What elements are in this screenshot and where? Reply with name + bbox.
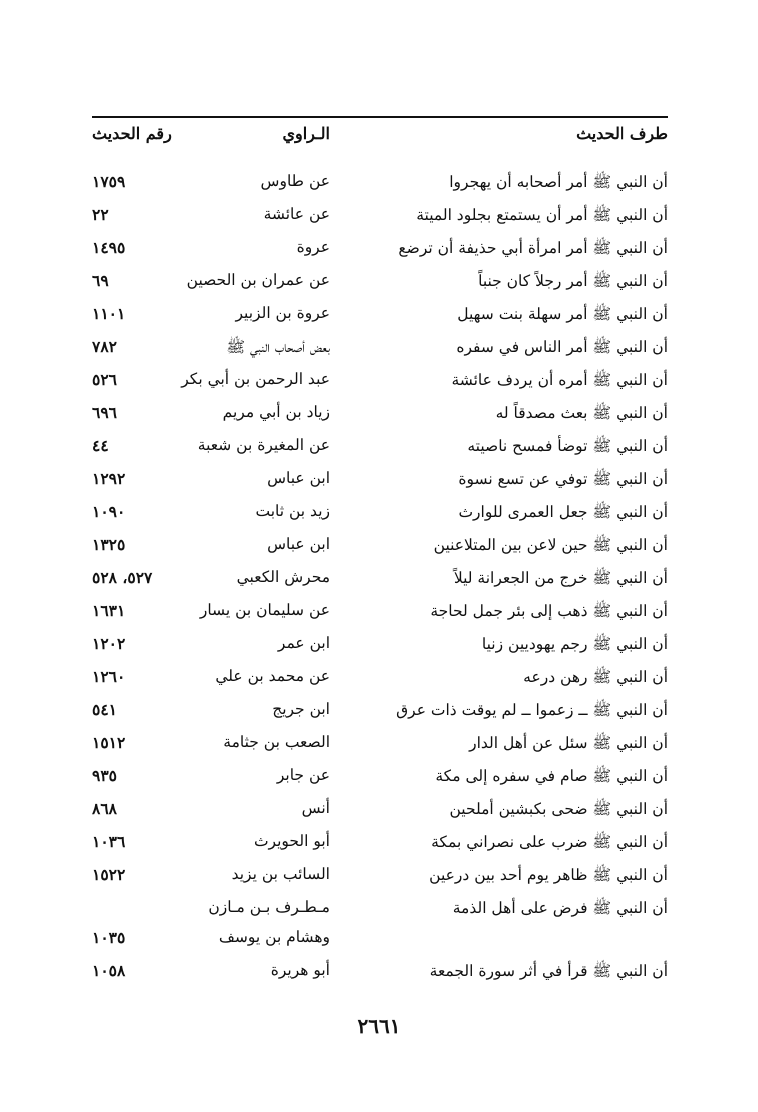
hadith-excerpt: أن النبي ﷺ ضحى بكبشين أملحين <box>449 800 668 818</box>
table-row <box>92 333 668 366</box>
table-row <box>92 531 668 564</box>
hadith-number: ٧٨٢ <box>92 337 117 356</box>
table-row <box>92 597 668 630</box>
narrator: أبو هريرة <box>270 961 330 979</box>
table-row <box>92 201 668 234</box>
hadith-excerpt: أن النبي ﷺ حين لاعن بين المتلاعنين <box>433 536 668 554</box>
hadith-number: ١١٠١ <box>92 304 126 323</box>
hadith-excerpt: أن النبي ﷺ سئل عن أهل الدار <box>469 734 668 752</box>
hadith-number: ١٣٢٥ <box>92 535 126 554</box>
hadith-number: ١٠٣٦ <box>92 832 126 851</box>
hadith-excerpt: أن النبي ﷺ صام في سفره إلى مكة <box>435 767 668 785</box>
hadith-number: ٦٩٦ <box>92 403 117 422</box>
hadith-excerpt: أن النبي ﷺ رهن درعه <box>523 668 668 686</box>
table-row <box>92 630 668 663</box>
hadith-number: ٤٤ <box>92 436 109 455</box>
table-row <box>92 957 668 990</box>
narrator: أنس <box>301 799 330 817</box>
table-row <box>92 696 668 729</box>
table-row <box>92 828 668 861</box>
hadith-number: ٨٦٨ <box>92 799 117 818</box>
narrator: زيد بن ثابت <box>255 502 330 520</box>
table-row <box>92 432 668 465</box>
narrator: عن محمد بن علي <box>215 667 330 685</box>
narrator: الصعب بن جثامة <box>223 733 330 751</box>
hadith-excerpt: أن النبي ﷺ ــ زعموا ــ لم يوقت ذات عرق <box>396 701 668 719</box>
header-top-rule <box>92 116 668 118</box>
header-hadith-excerpt: طرف الحديث <box>576 124 668 143</box>
hadith-excerpt: أن النبي ﷺ فرض على أهل الذمة <box>452 899 668 917</box>
table-row <box>92 795 668 828</box>
hadith-excerpt: أن النبي ﷺ أمر الناس في سفره <box>456 338 668 356</box>
hadith-number: ١٠٥٨ <box>92 961 126 980</box>
hadith-number: ١٠٣٥ <box>92 928 126 947</box>
hadith-excerpt: أن النبي ﷺ أمره أن يردف عائشة <box>451 371 668 389</box>
hadith-number: ١٢٦٠ <box>92 667 126 686</box>
hadith-excerpt: أن النبي ﷺ أمر أن يستمتع بجلود الميتة <box>416 206 668 224</box>
hadith-number: ١٥٢٢ <box>92 865 126 884</box>
hadith-excerpt: أن النبي ﷺ ذهب إلى بئر جمل لحاجة <box>430 602 668 620</box>
hadith-number: ١٧٥٩ <box>92 172 126 191</box>
hadith-number: ٥٢٧، ٥٢٨ <box>92 568 153 587</box>
narrator: عن عائشة <box>263 205 330 223</box>
table-row <box>92 894 668 924</box>
table-row <box>92 498 668 531</box>
hadith-number: ١٠٩٠ <box>92 502 126 521</box>
hadith-excerpt: أن النبي ﷺ ضرب على نصراني بمكة <box>431 833 668 851</box>
hadith-excerpt: أن النبي ﷺ أمر رجلاً كان جنباً <box>478 272 668 290</box>
narrator: عن سليمان بن يسار <box>199 601 330 619</box>
header-narrator: الـراوي <box>282 124 330 143</box>
narrator: عن طاوس <box>260 172 330 190</box>
hadith-excerpt: أن النبي ﷺ خرج من الجعرانة ليلاً <box>453 569 668 587</box>
narrator: ابن عباس <box>267 469 330 487</box>
header-hadith-number: رقم الحديث <box>92 124 172 143</box>
hadith-excerpt: أن النبي ﷺ أمر امرأة أبي حذيفة أن ترضع <box>398 239 668 257</box>
narrator: ابن عباس <box>267 535 330 553</box>
hadith-number: ١٦٣١ <box>92 601 126 620</box>
hadith-number: ١٢٠٢ <box>92 634 126 653</box>
hadith-number: ١٤٩٥ <box>92 238 126 257</box>
hadith-index-table <box>92 168 668 990</box>
hadith-excerpt: أن النبي ﷺ توضأ فمسح ناصيته <box>467 437 668 455</box>
narrator: زياد بن أبي مريم <box>222 403 330 421</box>
hadith-excerpt: أن النبي ﷺ جعل العمرى للوارث <box>458 503 668 521</box>
table-row <box>92 564 668 597</box>
table-row <box>92 168 668 201</box>
table-row <box>92 729 668 762</box>
hadith-number: ٦٩ <box>92 271 109 290</box>
narrator: ابن عمر <box>277 634 330 652</box>
table-row <box>92 300 668 333</box>
narrator: عن جابر <box>276 766 330 784</box>
table-row <box>92 762 668 795</box>
narrator: السائب بن يزيد <box>231 865 330 883</box>
hadith-number: ١٢٩٢ <box>92 469 126 488</box>
hadith-number: ٥٢٦ <box>92 370 117 389</box>
hadith-excerpt: أن النبي ﷺ توفي عن تسع نسوة <box>458 470 668 488</box>
hadith-excerpt: أن النبي ﷺ رجم يهوديين زنيا <box>481 635 668 653</box>
table-row <box>92 663 668 696</box>
narrator: ابن جريج <box>272 700 330 718</box>
hadith-excerpt: أن النبي ﷺ أمر أصحابه أن يهجروا <box>449 173 668 191</box>
narrator: بعض أصحاب النبي ﷺ <box>226 338 330 356</box>
hadith-excerpt: أن النبي ﷺ قرأ في أثر سورة الجمعة <box>429 962 668 980</box>
table-row <box>92 861 668 894</box>
table-row <box>92 399 668 432</box>
hadith-number: ٥٤١ <box>92 700 117 719</box>
narrator: عروة <box>296 238 330 256</box>
table-row <box>92 366 668 399</box>
narrator: عن عمران بن الحصين <box>186 271 330 289</box>
narrator: محرش الكعبي <box>236 568 330 586</box>
table-row <box>92 234 668 267</box>
table-row <box>92 924 668 957</box>
narrator: أبو الحويرث <box>253 832 330 850</box>
hadith-number: ٢٢ <box>92 205 109 224</box>
table-row <box>92 465 668 498</box>
narrator: عبد الرحمن بن أبي بكر <box>181 370 330 388</box>
narrator: عروة بن الزبير <box>235 304 330 322</box>
hadith-excerpt: أن النبي ﷺ بعث مصدقاً له <box>495 404 668 422</box>
hadith-number: ١٥١٢ <box>92 733 126 752</box>
table-row <box>92 267 668 300</box>
narrator: مـطـرف بـن مـازن <box>208 898 330 916</box>
narrator: وهشام بن يوسف <box>218 928 330 946</box>
narrator: عن المغيرة بن شعبة <box>197 436 330 454</box>
hadith-excerpt: أن النبي ﷺ أمر سهلة بنت سهيل <box>457 305 668 323</box>
table-header <box>92 124 668 154</box>
hadith-number: ٩٣٥ <box>92 766 117 785</box>
hadith-excerpt: أن النبي ﷺ ظاهر يوم أحد بين درعين <box>429 866 668 884</box>
page-number: ٢٦٦١ <box>357 1014 401 1038</box>
